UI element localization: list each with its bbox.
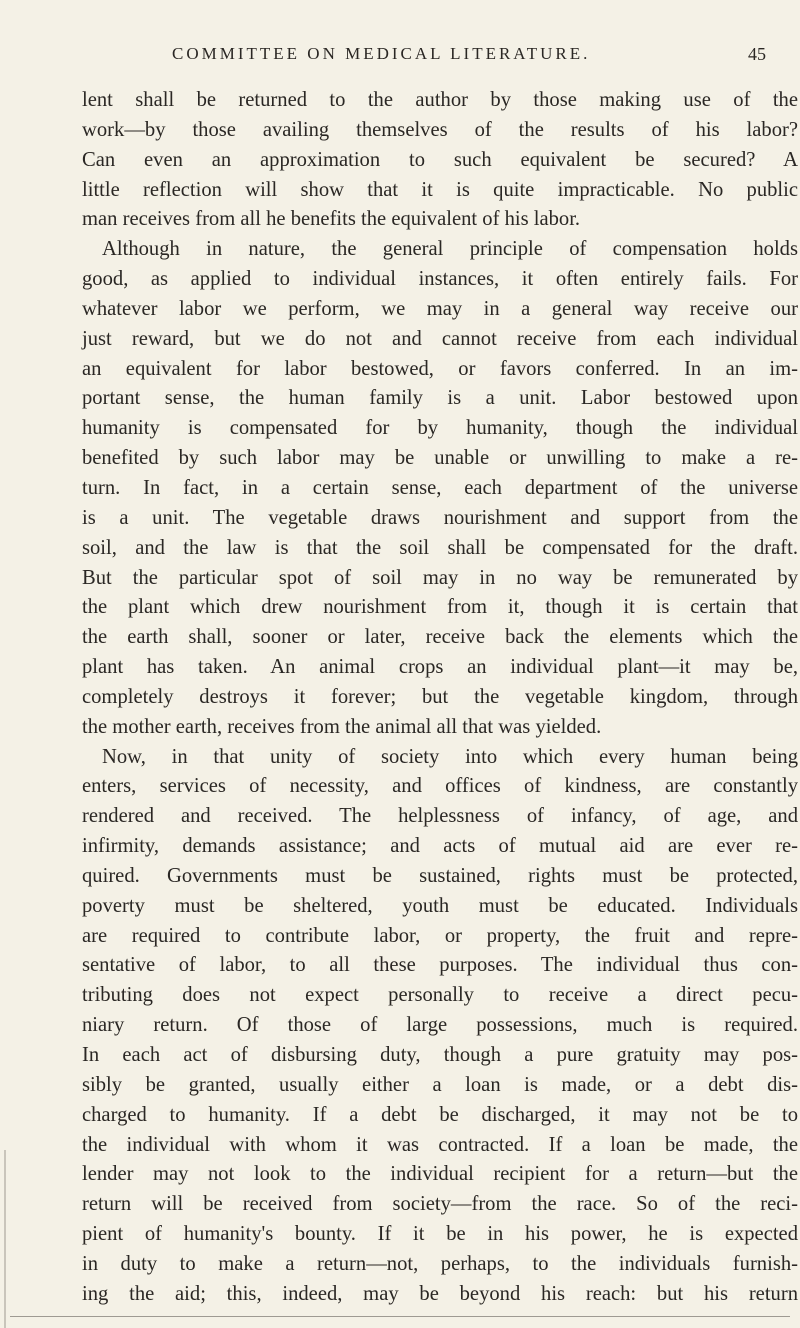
- text-line: rendered and received. The helplessness of infancy, of age, and: [82, 805, 798, 828]
- text-line: turn. In fact, in a certain sense, each department of the universe: [82, 476, 798, 499]
- text-line: infirmity, demands assistance; and acts of mutual aid are ever re-: [82, 835, 798, 858]
- text-line: just reward, but we do not and cannot receive from each individual: [82, 327, 798, 350]
- text-line: the plant which drew nourishment from it, though it is certain that: [82, 596, 798, 619]
- text-line: whatever labor we perform, we may in a general way receive our: [82, 297, 798, 320]
- text-line: is a unit. The vegetable draws nourishment and support from the: [82, 506, 798, 529]
- running-head: [0, 44, 800, 74]
- text-line: return will be received from society—from the race. So of the reci-: [82, 1193, 798, 1216]
- text-line: completely destroys it forever; but the vegetable kingdom, through: [82, 685, 798, 708]
- text-line: pient of humanity's bounty. If it be in his power, he is expected: [82, 1223, 798, 1246]
- text-line: good, as applied to individual instances, it often entirely fails. For: [82, 268, 798, 291]
- text-line: soil, and the law is that the soil shall be compensated for the draft.: [82, 536, 798, 559]
- body-text: [82, 86, 798, 1310]
- text-line: humanity is compensated for by humanity, though the individual: [82, 417, 798, 440]
- text-line: sentative of labor, to all these purposes. The individual thus con-: [82, 954, 798, 977]
- text-line: ing the aid; this, indeed, may be beyond his reach: but his return: [82, 1282, 798, 1305]
- text-line: the mother earth, receives from the animal all that was yielded.: [82, 715, 602, 738]
- text-line: enters, services of necessity, and offices of kindness, are constantly: [82, 775, 798, 798]
- text-line: Although in nature, the general principle of compensation holds: [102, 238, 798, 261]
- text-line: the individual with whom it was contracted. If a loan be made, the: [82, 1133, 798, 1156]
- text-line: an equivalent for labor bestowed, or favors conferred. In an im-: [82, 357, 798, 380]
- page-edge-shadow: [4, 1150, 6, 1328]
- text-line: In each act of disbursing duty, though a pure gratuity may pos-: [82, 1044, 798, 1066]
- running-title: COMMITTEE ON MEDICAL LITERATURE.: [172, 44, 591, 63]
- text-line: portant sense, the human family is a unit. Labor bestowed upon: [82, 387, 798, 410]
- text-line: are required to contribute labor, or property, the fruit and repre-: [82, 924, 798, 947]
- text-line: in duty to make a return—not, perhaps, to the individuals furnish-: [82, 1252, 798, 1275]
- text-line: niary return. Of those of large possessions, much is required.: [82, 1014, 798, 1037]
- text-line: lent shall be returned to the author by those making use of the: [82, 89, 798, 111]
- text-line: man receives from all he benefits the equivalent of his labor.: [82, 208, 581, 231]
- text-line: plant has taken. An animal crops an individual plant—it may be,: [82, 656, 798, 679]
- text-line: quired. Governments must be sustained, rights must be protected,: [82, 864, 798, 887]
- text-line: But the particular spot of soil may in no way be remunerated by: [82, 566, 798, 589]
- text-line: lender may not look to the individual recipient for a return—but the: [82, 1163, 798, 1186]
- text-line: little reflection will show that it is quite impracticable. No public: [82, 178, 798, 201]
- text-line: poverty must be sheltered, youth must be educated. Individuals: [82, 894, 798, 917]
- bottom-rule: [10, 1316, 790, 1317]
- text-line: tributing does not expect personally to receive a direct pecu-: [82, 984, 798, 1007]
- page-number: 45: [748, 44, 766, 64]
- text-line: charged to humanity. If a debt be discharged, it may not be to: [82, 1103, 798, 1126]
- text-line: Can even an approximation to such equivalent be secured? A: [82, 148, 798, 171]
- text-line: benefited by such labor may be unable or unwilling to make a re-: [82, 447, 798, 470]
- text-line: the earth shall, sooner or later, receive back the elements which the: [82, 626, 798, 649]
- text-line: Now, in that unity of society into which every human being: [102, 745, 798, 768]
- text-line: work—by those availing themselves of the results of his labor?: [82, 118, 798, 141]
- text-line: sibly be granted, usually either a loan is made, or a debt dis-: [82, 1073, 798, 1096]
